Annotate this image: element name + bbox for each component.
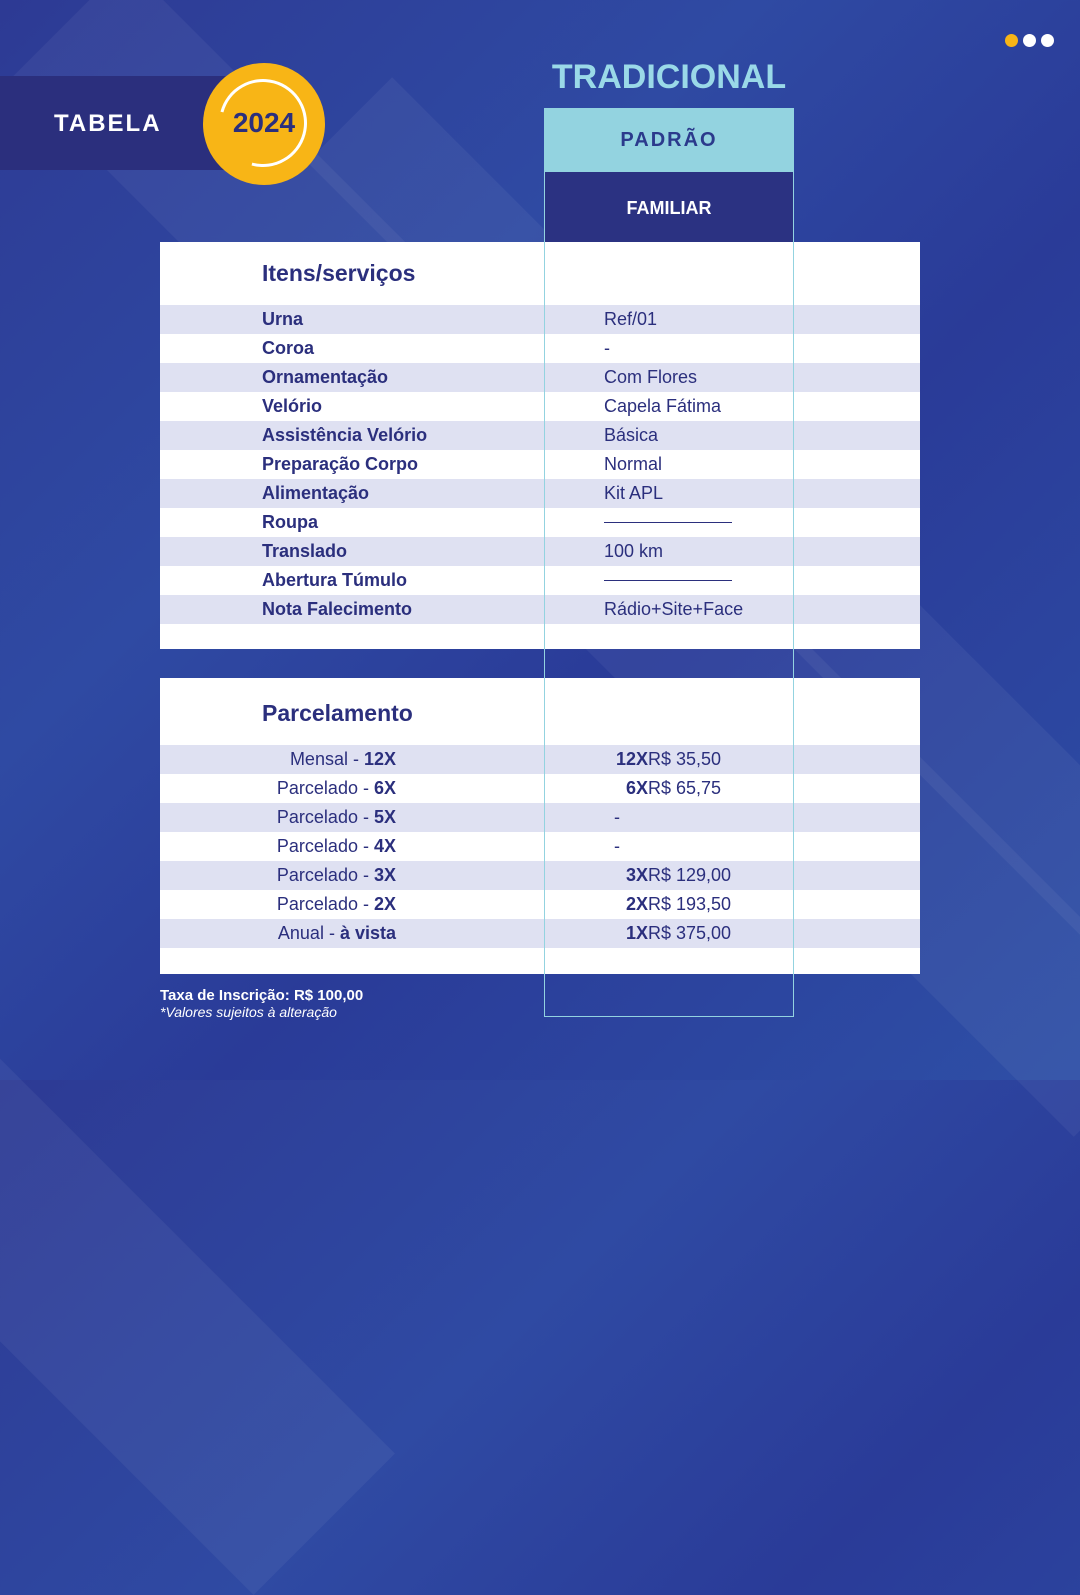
table-row <box>160 919 920 948</box>
row-label: Alimentação <box>262 483 370 503</box>
row-value: Rádio+Site+Face <box>604 599 744 619</box>
dot-icon <box>1041 34 1054 47</box>
row-value: Kit APL <box>604 483 664 503</box>
plan-type: FAMILIAR <box>545 172 793 242</box>
parcelamento-title: Parcelamento <box>262 700 413 726</box>
row-times: 6X <box>625 778 648 798</box>
table-row <box>160 508 920 537</box>
row-times: 12X <box>615 749 648 769</box>
table-row <box>160 479 920 508</box>
row-label: Coroa <box>262 338 315 358</box>
table-row <box>160 450 920 479</box>
plan-tier: PADRÃO <box>545 108 793 172</box>
table-row <box>160 421 920 450</box>
row-times: 1X <box>625 923 648 943</box>
row-value: Capela Fátima <box>604 396 722 416</box>
row-times: 3X <box>625 865 648 885</box>
row-label: Nota Falecimento <box>262 599 413 619</box>
row-label: Urna <box>262 309 304 329</box>
table-row <box>160 334 920 363</box>
row-price: R$ 65,75 <box>648 778 722 798</box>
table-row <box>160 595 920 624</box>
row-value: - <box>604 338 610 358</box>
year-badge <box>203 63 325 185</box>
plan-title: TRADICIONAL <box>551 58 787 96</box>
row-label: Assistência Velório <box>262 425 428 445</box>
table-row <box>160 363 920 392</box>
row-label: Roupa <box>262 512 318 532</box>
items-panel <box>160 242 920 649</box>
table-row <box>160 392 920 421</box>
row-times: 2X <box>625 894 648 914</box>
table-row <box>160 774 920 803</box>
row-label: Translado <box>262 541 348 561</box>
row-label: Parcelado - 6X <box>276 778 396 798</box>
year-text: 2024 <box>232 107 296 138</box>
more-options-icon[interactable] <box>1005 34 1054 47</box>
table-row <box>160 861 920 890</box>
table-row <box>160 745 920 774</box>
table-row <box>160 537 920 566</box>
row-price: - <box>614 836 620 856</box>
registration-fee: Taxa de Inscrição: R$ 100,00 <box>160 987 364 1004</box>
empty-value-line <box>604 580 732 581</box>
dot-icon <box>1005 34 1018 47</box>
row-label: Anual - à vista <box>277 923 396 943</box>
empty-value-line <box>604 522 732 523</box>
items-title: Itens/serviços <box>262 260 416 286</box>
row-label: Parcelado - 5X <box>276 807 396 827</box>
dot-icon <box>1023 34 1036 47</box>
row-label: Parcelado - 3X <box>276 865 396 885</box>
row-label: Preparação Corpo <box>262 454 419 474</box>
header-label: TABELA <box>54 110 162 137</box>
table-row <box>160 890 920 919</box>
table-row <box>160 566 920 595</box>
row-value: Normal <box>604 454 663 474</box>
table-row <box>160 832 920 861</box>
row-price: R$ 129,00 <box>648 865 732 885</box>
row-value: Ref/01 <box>604 309 658 329</box>
row-price: - <box>614 807 620 827</box>
table-row <box>160 803 920 832</box>
row-price: R$ 193,50 <box>648 894 732 914</box>
row-label: Abertura Túmulo <box>262 570 408 590</box>
row-price: R$ 375,00 <box>648 923 732 943</box>
disclaimer-note: *Valores sujeitos à alteração <box>160 1004 337 1020</box>
row-label: Mensal - 12X <box>289 749 396 769</box>
row-label: Ornamentação <box>262 367 389 387</box>
row-value: Básica <box>604 425 659 445</box>
table-row <box>160 305 920 334</box>
row-price: R$ 35,50 <box>648 749 722 769</box>
row-value: 100 km <box>604 541 664 561</box>
parcelamento-panel <box>160 678 920 974</box>
row-label: Parcelado - 4X <box>276 836 396 856</box>
row-value: Com Flores <box>604 367 698 387</box>
row-label: Parcelado - 2X <box>276 894 396 914</box>
row-label: Velório <box>262 396 323 416</box>
